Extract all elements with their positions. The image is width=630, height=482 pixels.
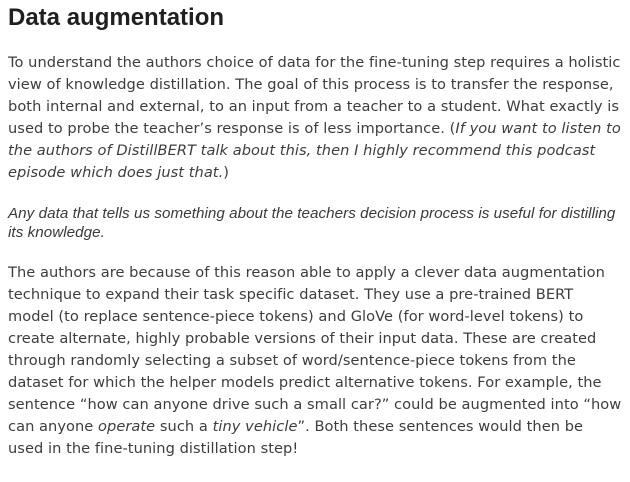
augmentation-text-3: ”. Both these sentences would then be used in the fine-tuning distillation step! (8, 418, 584, 457)
augmentation-paragraph (8, 262, 622, 460)
intro-text: To understand the authors choice of data for the fine-tuning step requires a holistic view of knowledge distillation. The goal of this process is to transfer the response, both internal and external, to an input from a teacher to a student. What exactly is used to probe the teacher’s response is of less importance. ( (8, 54, 621, 137)
augmentation-italic-tiny-vehicle: tiny vehicle (212, 418, 298, 435)
section-heading: Data augmentation (8, 4, 225, 31)
intro-closing-paren: ) (223, 164, 230, 181)
intro-paragraph (8, 52, 622, 184)
podcast-note: If you want to listen to the authors of DistillBERT talk about this, then I highly recommend this podcast episode which does just that. (8, 120, 621, 181)
pull-quote: Any data that tells us something about the teachers decision process is useful for distilling its knowledge. (8, 205, 616, 241)
article (8, 0, 622, 460)
augmentation-text-1: The authors are because of this reason able to apply a clever data augmentation technique to expand their task specific dataset. They use a pre-trained BERT model (to replace sentence-piece tokens) and GloVe (for word-level tokens) to create alternate, highly probable versions of their input data. These are created through randomly selecting a subset of word/sentence-piece tokens from the dataset for which the helper models predict alternative tokens. For example, the sentence “how can anyone drive such a small car?” could be augmented into “how can anyone (8, 264, 622, 435)
augmentation-italic-operate: operate (98, 418, 156, 435)
augmentation-text-2: such a (155, 418, 213, 435)
